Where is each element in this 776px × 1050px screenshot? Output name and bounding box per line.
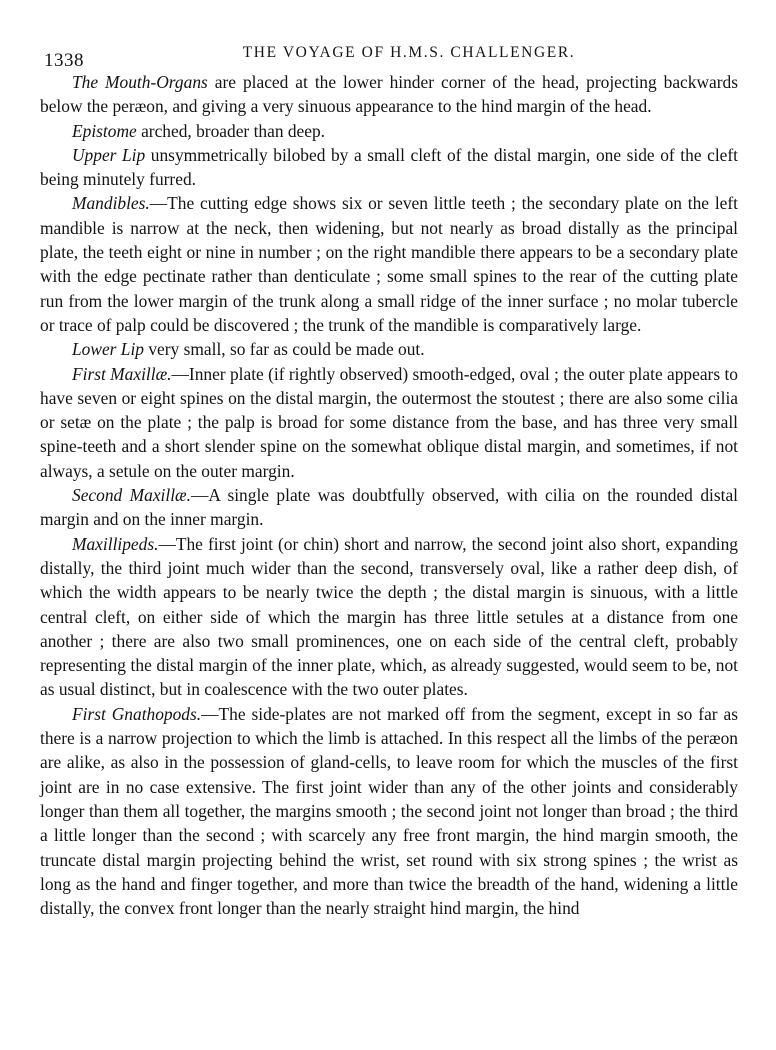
paragraph-term: The Mouth-Organs	[72, 72, 208, 92]
paragraph-text: —The first joint (or chin) short and narrow, the second joint also short, expanding distally, the third joint much wider than the second, transversely oval, like a rather deep dish, of which the width appears to be nearly twice the depth ; the distal margin is sinuous, with a little central cleft, on either side of which the margin has three little setules at a distance from one another ; there are also two small prominences, one on each side of the central cleft, probably representing the distal margin of the inner plate, which, as already suggested, would seem to be, not as usual distinct, but in coalescence with the two outer plates.	[40, 533, 738, 700]
paragraph-first-gnathopods	[40, 702, 738, 921]
running-title: THE VOYAGE OF H.M.S. CHALLENGER.	[242, 44, 576, 61]
paragraph-term: Upper Lip	[72, 144, 146, 165]
paragraph-term: Lower Lip	[72, 339, 144, 360]
paragraph-text: —The cutting edge shows six or seven little teeth ; the secondary plate on the left mandible is narrow at the neck, then widening, but not nearly as broad distally as the principal plate, the teeth eight or nine in number ; on the right mandible there appears to be a secondary plate with the edge pectinate rather than denticulate ; some small spines to the rear of the cutting plate run from the lower margin of the trunk along a small ridge of the inner surface ; no molar tubercle or trace of palp could be discovered ; the trunk of the mandible is comparatively large.	[40, 193, 738, 335]
paragraph-text: arched, broader than deep.	[136, 120, 326, 141]
paragraph-text: —A single plate was doubtfully observed, with cilia on the rounded distal margin and on the inner margin.	[40, 485, 738, 530]
paragraph-text: very small, so far as could be made out.	[144, 339, 425, 360]
paragraph-mandibles	[40, 191, 738, 337]
paragraph-term: Maxillipeds.	[72, 533, 159, 554]
paragraph-upper-lip	[40, 143, 738, 192]
paragraph-text: unsymmetrically bilobed by a small cleft of the distal margin, one side of the cleft being minutely furred.	[40, 144, 739, 190]
paragraph-maxillipeds	[40, 532, 738, 702]
paragraph-second-maxillae	[40, 483, 738, 532]
paragraph-term: Second Maxillæ.	[72, 485, 192, 506]
paragraph-text: —Inner plate (if rightly observed) smooth-edged, oval ; the outer plate appears to have seven or eight spines on the distal margin, the outermost the stoutest ; there are also some cilia or setæ on the plate ; the palp is broad for some distance from the base, and has three very small spine-teeth and a short slender spine on the somewhat oblique distal margin, and sometimes, if not always, a setule on the outer margin.	[40, 363, 738, 481]
paragraph-term: Epistome	[72, 120, 137, 141]
paragraph-text: —The side-plates are not marked off from the segment, except in so far as there is a narrow projection to which the limb is attached. In this respect all the limbs of the peræon are alike, as also in the possession of gland-cells, to leave room for which the muscles of the first joint are in no case extensive. The first joint wider than any of the other joints and considerably longer than them all together, the margins smooth ; the second joint not longer than broad ; the third a little longer than the second ; with scarcely any free front margin, the hind margin smooth, the truncate distal margin projecting behind the wrist, set round with six strong spines ; the wrist as long as the hand and finger together, and more than twice the breadth of the hand, widening a little distally, the convex front longer than the nearly straight hind margin, the hind	[40, 703, 738, 919]
paragraph-first-maxillae	[40, 362, 738, 483]
paragraph-term: First Gnathopods.	[72, 703, 202, 724]
paragraph-epistome	[40, 119, 738, 143]
paragraph-term: First Maxillæ.	[72, 363, 172, 384]
paragraph-term: Mandibles.	[72, 193, 150, 214]
running-head	[40, 38, 738, 71]
page-number: 1338	[44, 50, 84, 71]
paragraph-text: are placed at the lower hinder corner of the head, projecting backwards below the peræon, and giving a very sinuous appearance to the hind margin of the head.	[40, 72, 738, 117]
paragraph-mouth-organs	[40, 70, 738, 119]
body-text	[40, 70, 738, 920]
paragraph-lower-lip	[40, 337, 738, 361]
